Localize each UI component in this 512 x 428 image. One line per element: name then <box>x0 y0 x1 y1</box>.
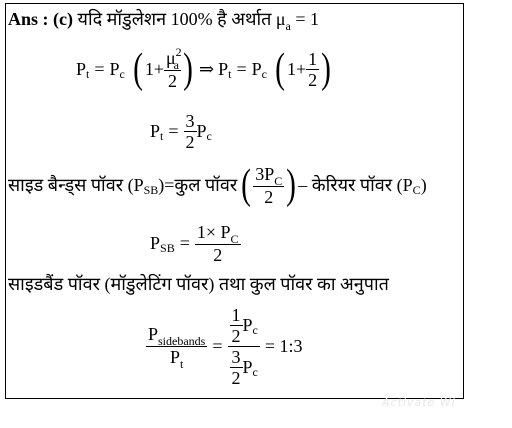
eq1-eq: = <box>94 59 105 79</box>
eq4-c1: c <box>252 323 258 337</box>
sb-fraction <box>253 164 284 207</box>
sb-close: ) <box>420 175 427 195</box>
sb-sub: SB <box>143 183 159 197</box>
eq1-eq2: = <box>236 59 247 79</box>
eq2-fraction <box>184 111 197 152</box>
eq1-fraction2 <box>306 49 319 90</box>
eq2-num: 3 <box>185 110 195 131</box>
ratio-line: साइडबैंड पॉवर (मॉडुलेटिंग पॉवर) तथा कुल पॉवर का अनुपात <box>8 274 389 294</box>
eq1-t: t <box>86 67 90 81</box>
eq2-p: P <box>150 121 161 141</box>
eq1-den: 2 <box>168 70 177 91</box>
eq3-num: 1× P <box>196 221 231 242</box>
eq4-pt: P <box>169 346 180 367</box>
equation-pt-full: P t = P c ( 1+ $\frac{\mu^2_a}{2}$ ) ⇒ P t = P c ( 1+ $\frac{1}{2}$ ) <box>76 44 332 92</box>
eq4-t: t <box>180 356 184 371</box>
implies-arrow: ⇒ <box>199 59 215 79</box>
eq4-sidebands: sidebands <box>158 333 206 348</box>
eq1-c: c <box>119 67 125 81</box>
eq4-n2: 3 <box>231 346 241 367</box>
eq2-den: 2 <box>185 131 195 152</box>
eq3-c: C <box>230 231 239 246</box>
eq1-sq: 2 <box>175 44 182 59</box>
eq4-d2: 2 <box>231 367 241 388</box>
eq1-p2: P <box>218 59 229 79</box>
mu-sub: a <box>285 19 291 33</box>
eq3-eq: = <box>179 233 190 253</box>
heading-eq: = 1 <box>295 9 320 29</box>
sb-dash: – केरियर पॉवर (P <box>298 175 413 195</box>
eq4-n1: 1 <box>231 304 241 325</box>
eq3-den: 2 <box>213 244 223 265</box>
eq2-c: c <box>206 129 212 143</box>
eq4-pc2: P <box>242 357 253 377</box>
mu-symbol: μ <box>275 9 286 29</box>
eq4-c2: c <box>252 365 258 379</box>
eq1-oneplus: 1+ <box>144 59 165 79</box>
equation-ratio <box>146 302 303 390</box>
eq2-eq: = <box>168 121 179 141</box>
eq3-fraction <box>195 222 241 265</box>
eq1-den2: 2 <box>308 69 318 90</box>
sb-c2: C <box>412 183 421 197</box>
eq2-t: t <box>160 129 164 143</box>
ans-label: Ans : <box>8 9 49 29</box>
eq1-mu: μ <box>166 47 176 68</box>
sb-text: साइड बैन्ड्स पॉवर (P <box>8 175 144 195</box>
eq4-result: = 1:3 <box>264 336 303 356</box>
eq1-pc2: P <box>251 59 262 79</box>
eq4-right-fraction <box>228 305 260 388</box>
eq4-d1: 2 <box>231 325 241 346</box>
eq1-pc: P <box>109 59 120 79</box>
eq3-sb: SB <box>160 241 175 255</box>
eq1-t2: t <box>228 67 232 81</box>
eq4-left-fraction <box>146 324 207 369</box>
sb-den: 2 <box>264 186 274 207</box>
sideband-power-line: साइड बैन्ड्स पॉवर (P SB )=कुल पॉवर ( $\frac{3P_C}{2}$ ) – केरियर पॉवर (P C ) <box>8 162 427 208</box>
watermark-text: Activate Wi <box>382 396 456 409</box>
eq4-eq: = <box>212 336 223 356</box>
eq1-c2: c <box>261 67 267 81</box>
heading-text: यदि मॉडुलेशन 100% है अर्थात <box>77 9 272 29</box>
answer-heading <box>8 8 319 32</box>
eq1-a: a <box>173 57 179 72</box>
sb-num-c: C <box>274 173 283 188</box>
eq4-pc1: P <box>242 315 253 335</box>
eq2-pc: P <box>196 121 207 141</box>
eq3-p: P <box>150 233 161 253</box>
equation-psb <box>150 220 241 266</box>
option-label: (c) <box>53 9 73 29</box>
eq1-num2: 1 <box>308 48 318 69</box>
equation-pt-three-half <box>150 108 212 154</box>
eq1-p: P <box>76 59 87 79</box>
sb-mid: )=कुल पॉवर <box>158 175 238 195</box>
eq4-p: P <box>148 323 159 344</box>
sb-num: 3P <box>255 163 275 184</box>
eq1-oneplus2: 1+ <box>286 59 307 79</box>
eq1-fraction <box>164 44 182 91</box>
